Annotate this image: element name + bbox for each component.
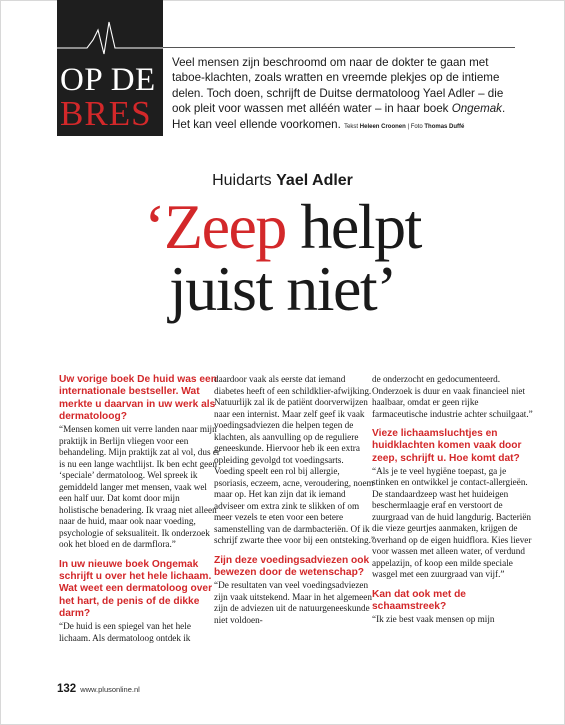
answer-paragraph: de onderzocht en gedocumenteerd. Onderzoek is duur en vaak financieel niet haalbaar, omdat er geen rijke farmaceutische industrie achter schuilgaat.” [372,374,533,419]
logo-line-1: OP DE [60,62,156,98]
article-column-1 [59,374,221,652]
answer-paragraph: daardoor vaak als eerste dat iemand diabetes heeft of een schildklier-afwijking. Natuurlijk zal ik de patiënt doorverwijzen naar een internist. Maar zelf geef ik vaak voedingsadviezen die helpen tegen de klachten, als aanvulling op de reguliere geneeskunde. Hiervoor heb ik een extra opleiding gevolgd tot voedingsarts. Voeding speelt een rol bij allergie, psoriasis, eczeem, acne, veroudering, noem maar op. Het kan zijn dat ik iemand adviseer om extra zink te slikken of om meer vezels te eten voor een betere samenstelling van de darmbacteriën. Of ik schrijf zwarte thee voor bij een ontsteking.” [214,374,375,545]
answer-paragraph: “Mensen komen uit verre landen naar mijn praktijk in Berlijn vliegen voor een behandeling. Mijn praktijk zat al vol, dus er is nu een lange wachtlijst. Ik ben echt geen ‘speciale’ dermatoloog. Wel spreek ik gemiddeld langer met mensen, vaak wel een half uur. Dat komt door mijn holistische benadering. Ik vraag niet alleen naar de huid, maar ook naar voeding, psychologie of seksualiteit. Ik onderzoek ook het bloed en de darmflora.” [59,424,220,550]
credit-photo-label: | Foto [407,123,423,130]
article-column-3 [372,374,534,634]
intro-text: Veel mensen zijn beschroomd om naar de dokter te gaan met taboe-klachten, zoals wratten en vreemde plekjes op de intieme delen. Toch doen, schrijft de Duitse dermatoloog Yael Adler – die ook pleit voor wassen met alléén water – in haar boek [172,56,504,116]
top-rule [163,47,515,48]
kicker [0,172,565,190]
page-number: 132 [57,683,77,695]
credit-photographer: Thomas Duffé [424,123,465,130]
page-footer [57,683,140,695]
answer-paragraph: “De resultaten van veel voedingsadviezen zijn vaak uitstekend. Maar in het algemeen zijn de adviezen uit de natuurgeneeskunde niet voldoen- [214,580,372,625]
headline-red-word: Zeep [163,191,286,262]
footer-url: www.plusonline.nl [80,685,140,694]
answer-paragraph: “Ik zie best vaak mensen op mijn [372,614,495,625]
credit-text-label: Tekst [344,123,359,130]
credits [344,124,464,130]
headline-line-1 [0,191,565,262]
answer-paragraph: “Als je te veel hygiëne toepast, ga je stinken en ontwikkel je contact-allergieën. De standaardzeep wast het huideigen beschermlaagje eraf en verstoort de zuurgraad van de huid langdurig. Bacteriën die vieze geurtjes aanmaken, krijgen de overhand op de eigen huidflora. Kies liever voor wassen met alleen water, of verdund appelazijn, of koop een milde speciale wasgel met een zuurgraad van vijf.” [372,465,532,580]
question-heading: Uw vorige boek De huid was een internationale bestseller. Wat merkte u daarvan in uw werk als dermatoloog? [59,374,217,422]
question-heading: In uw nieuwe boek Ongemak schrijft u over het hele lichaam. Wat weet een dermatoloog over het hart, de penis of de dikke darm? [59,558,213,619]
headline-rest: helpt [285,191,421,262]
kicker-name: Yael Adler [276,172,353,189]
intro-tail: . Het kan veel ellende voorkomen. [172,102,506,131]
question-heading: Kan dat ook met de schaamstreek? [372,588,466,613]
heartbeat-icon [57,0,163,60]
logo-line-2: BRES [60,94,152,133]
headline-open-quote: ‘ [144,191,164,262]
intro-book-title: Ongemak [451,102,502,116]
question-heading: Zijn deze voedingsadviezen ook bewezen door de wetenschap? [214,554,370,578]
question-heading: Vieze lichaamsluchtjes en huidklachten komen vaak door zeep, schrijft u. Hoe komt dat? [372,428,522,464]
answer-paragraph: “De huid is een spiegel van het hele lichaam. Als dermatoloog ontdek ik [59,621,191,643]
credit-writer: Heleen Croonen [359,123,406,130]
intro-paragraph [172,55,522,135]
article-column-2 [214,374,376,634]
headline-line-2: juist niet’ [168,253,397,324]
kicker-prefix: Huidarts [212,172,272,189]
